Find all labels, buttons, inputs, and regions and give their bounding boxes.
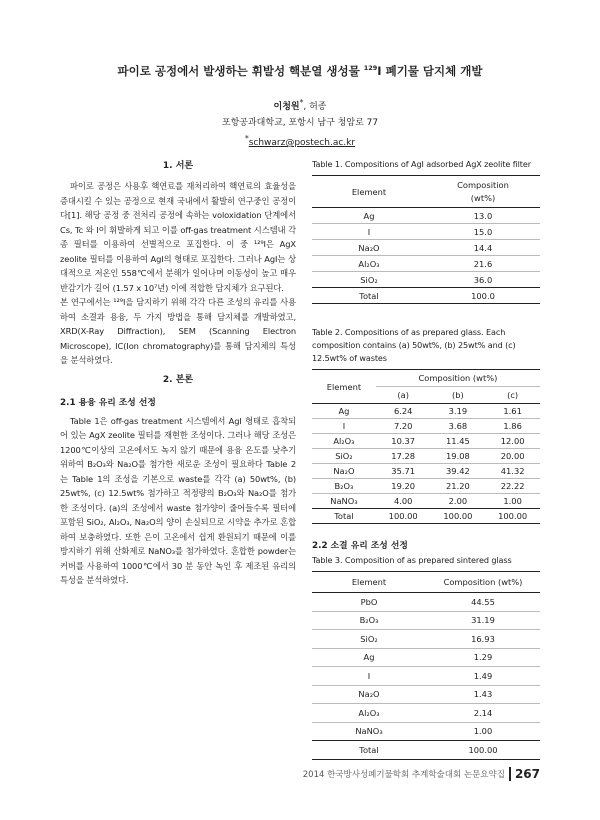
subsection-2-2-title: 2.2 소결 유리 조성 선정 [312,541,408,551]
t1-cell: 36.0 [426,272,540,288]
t3-cell: 100.00 [426,741,540,760]
t1-cell: Ag [363,210,375,221]
t2-cell: 3.19 [448,406,468,416]
t3-header-element: Element [312,572,426,593]
t3-row [312,611,540,630]
email-line: *schwarz@postech.ac.kr [244,134,356,148]
page-number: 267 [509,767,540,781]
t2-row [312,479,540,494]
table-2 [312,369,540,524]
section-1-title: 1. 서론 [162,161,194,171]
t1-cell: Total [312,288,426,304]
t3-row [312,630,540,649]
t2-cell: 10.37 [376,434,431,449]
t3-cell: I [312,667,426,686]
t3-cell: 1.43 [426,685,540,704]
t2-cell: Ag [338,406,350,416]
t2-row [312,404,540,419]
affiliation: 포항공과대학교, 포항시 남구 청암로 77 [221,118,379,128]
t2-cell: Total [312,509,376,524]
t1-header-composition: Composition (wt%) [426,176,540,208]
t3-cell: Al₂O₃ [312,704,426,723]
t2-cell: 100.00 [431,509,486,524]
t1-cell: I [312,224,426,240]
t3-row [312,741,540,760]
t3-cell: Total [312,741,426,760]
t3-cell: PbO [360,596,378,607]
table-1 [312,175,540,304]
t1-cell: 21.6 [426,256,540,272]
t2-row [312,494,540,509]
t1-cell: 100.0 [426,288,540,304]
t2-cell: 6.24 [393,406,413,416]
t2-cell: 1.61 [503,406,522,416]
subsection-2-1-paragraph: Table 1은 off-gas treatment 시스템에서 AgI 형태로 흡착되어 있는 AgX zeolite 필터를 재현한 조성이다. 그러나 해당 조성은 1200℃이상의 고온에서도 녹지 않기 때문에 용융 온도를 낮추기 위하여 B₂O₃와 Na₂O를 첨가한 새로운 조성이 필요하다 Table 2는 Table 1의 조성을 기본으로 waste를 각각 (a) 50wt%, (b) 25wt%, (c) 12.5wt% 첨가하고 적정량의 B₂O₃와 Na₂O를 첨가한 조성이다. (a)의 조성에서 waste 첨가양이 줄어들수록 필터에 포함된 SiO₂, Al₂O₃, Na₂O의 양이 손실되므로 시약을 추가로 혼합하여 보충하였다. 또한 은이 고온에서 쉽게 환원되기 때문에 이를 방지하기 위해 산화제로 NaNO₃를 첨가하였다. 혼합한 powder는 커버를 사용하여 1000℃에서 30 분 동안 녹인 후 제조된 유리의 특성을 분석하였다. [60,415,296,585]
t2-cell: 100.00 [485,509,540,524]
t3-cell: Ag [312,648,426,667]
t2-row [312,509,540,524]
right-column [312,158,540,760]
t2-row [312,419,540,434]
t2-cell: 35.71 [376,464,431,479]
footer-text: 2014 한국방사성폐기물학회 추계학술대회 논문요약집 [302,770,505,780]
t3-cell: 1.29 [426,648,540,667]
t3-cell: 44.55 [471,596,495,607]
section-2-title: 2. 본론 [162,374,194,385]
t2-cell: 11.45 [431,434,486,449]
t2-cell: 21.20 [431,479,486,494]
t3-cell: NaNO₃ [312,722,426,741]
t2-cell: SiO₂ [312,449,376,464]
paper-title: 파이로 공정에서 발생하는 휘발성 핵분열 생성물 $^{129}$I 폐기물 담지체 개발 [117,64,483,78]
t3-row [312,704,540,723]
left-column [60,158,296,588]
table-1-caption: Table 1. Compositions of AgI adsorbed AgX zeolite filter [312,159,531,169]
t2-header-b: (b) [431,387,486,404]
intro-paragraph-2: 본 연구에서는 ¹²⁹I을 담지하기 위해 각각 다른 조성의 유리를 사용하여 소결과 용융, 두 가지 방법을 통해 담지체를 개발하였고, XRD(X-Ray Diffraction), SEM (Scanning Electron Microscope), IC(Ion chromatography)를 통해 담지체의 특성을 분석하였다. [60,297,296,365]
table-2-caption: Table 2. Compositions of as prepared glass. Each composition contains (a) 50wt%, (b) 25wt% and (c) 12.5wt% of wastes [312,327,516,363]
t3-cell: 31.19 [426,611,540,630]
t2-cell: 4.00 [376,494,431,509]
t1-header-element: Element [312,176,426,208]
t2-cell: 3.68 [431,419,486,434]
t2-row [312,449,540,464]
t2-header-c: (c) [485,387,540,404]
t2-cell: 7.20 [376,419,431,434]
intro-paragraph-1: 파이로 공정은 사용후 핵연료를 재처리하여 핵연료의 효율성을 증대시킬 수 있는 공정으로 현재 국내에서 활발히 연구중인 공정이다[1]. 해당 공정 중 전처리 공정에 속하는 voloxidation 단계에서 Cs, Tc 와 I이 휘발하게 되고 이를 off-gas treatment 시스템내 각종 필터를 이용하여 선별적으로 포집한다. 이 중 ¹²⁹I은 AgX zeolite 필터를 이용하여 AgI의 형태로 포집한다. 그러나 AgI는 상대적으로 저온인 558℃에서 분해가 일어나며 이동성이 높고 매우 반감기가 길어 (1.57 x 10⁷년) 이에 적합한 담지체가 요구된다. [60,181,296,293]
t2-cell: I [312,419,376,434]
t3-row [312,593,540,612]
author-names: 이청원*, 허종 [273,98,327,112]
email-link[interactable]: schwarz@postech.ac.kr [248,138,356,148]
t2-cell: 100.00 [376,509,431,524]
t1-cell: 13.0 [473,210,493,221]
t1-cell: Na₂O [312,240,426,256]
t2-row [312,434,540,449]
t2-cell: 20.00 [485,449,540,464]
t2-cell: 39.42 [431,464,486,479]
t1-row [312,224,540,240]
table-3 [312,571,540,760]
t1-cell: 14.4 [426,240,540,256]
author-block [0,95,600,151]
page-footer [303,767,540,781]
t1-row [312,288,540,304]
t2-row [312,464,540,479]
t3-cell: 16.93 [426,630,540,649]
t1-cell: Al₂O₃ [312,256,426,272]
t2-cell: 41.32 [485,464,540,479]
t2-cell: 12.00 [485,434,540,449]
t3-row [312,648,540,667]
t2-cell: 1.00 [485,494,540,509]
t1-cell: 15.0 [426,224,540,240]
t2-cell: 19.20 [376,479,431,494]
t1-row [312,256,540,272]
t3-row [312,685,540,704]
t2-header-a: (a) [376,387,431,404]
table-3-caption: Table 3. Composition of as prepared sintered glass [312,555,512,565]
t3-cell: B₂O₃ [312,611,426,630]
t3-cell: 1.00 [426,722,540,741]
t1-row [312,272,540,288]
t2-cell: 22.22 [485,479,540,494]
t3-cell: Na₂O [312,685,426,704]
subsection-2-1-title: 2.1 용융 유리 조성 선정 [60,397,156,408]
t2-cell: 2.00 [431,494,486,509]
t3-header-composition: Composition (wt%) [426,572,540,593]
t1-row [312,240,540,256]
t2-cell: 1.86 [485,419,540,434]
t1-cell: SiO₂ [312,272,426,288]
t2-header-composition: Composition (wt%) [376,370,540,387]
t3-cell: SiO₂ [312,630,426,649]
t3-row [312,667,540,686]
t1-row [312,208,540,224]
t2-cell: Al₂O₃ [312,434,376,449]
t2-cell: 17.28 [376,449,431,464]
t2-header-element: Element [312,370,376,404]
t2-cell: NaNO₃ [312,494,376,509]
t3-cell: 1.49 [426,667,540,686]
t2-cell: Na₂O [312,464,376,479]
t3-row [312,722,540,741]
t3-cell: 2.14 [426,704,540,723]
t2-cell: B₂O₃ [312,479,376,494]
t2-cell: 19.08 [431,449,486,464]
